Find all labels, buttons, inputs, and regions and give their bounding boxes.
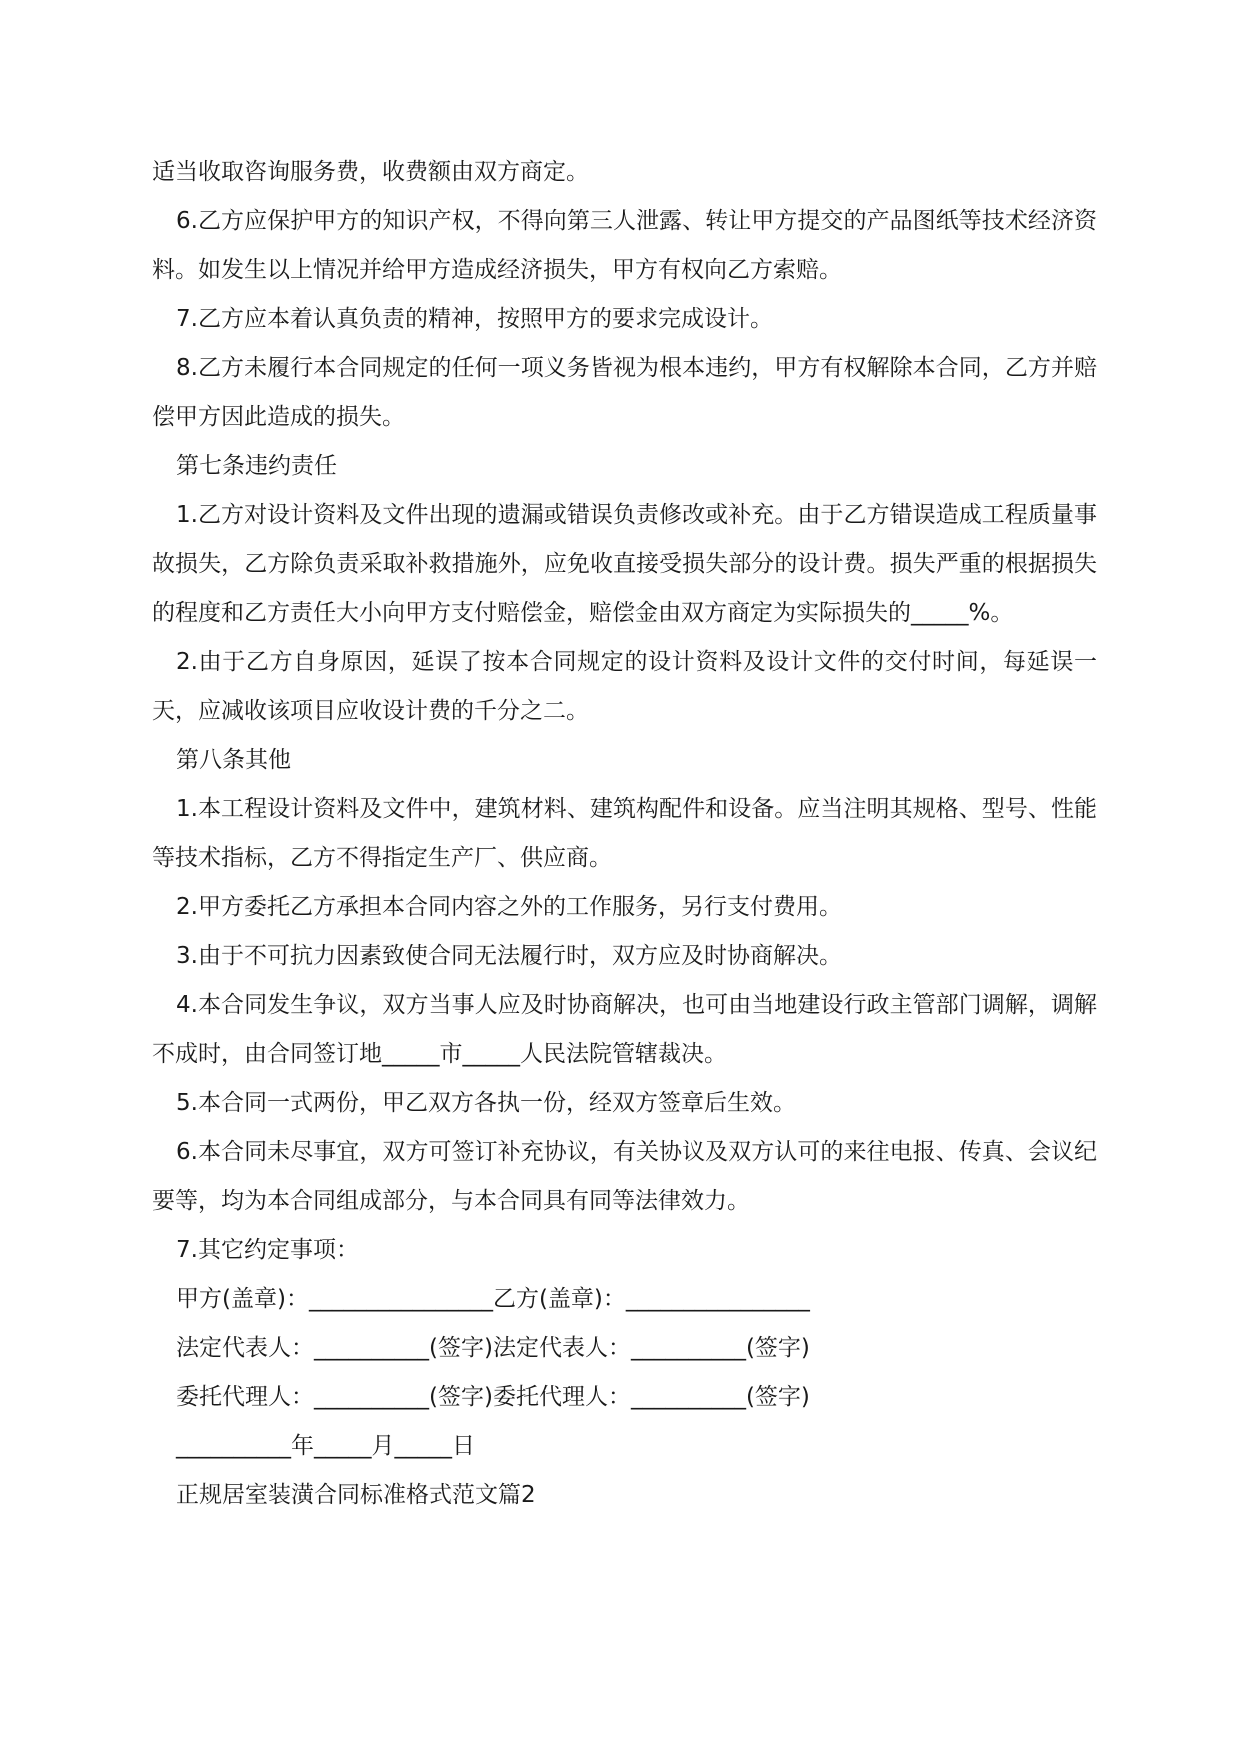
paragraph: 7.乙方应本着认真负责的精神，按照甲方的要求完成设计。 — [176, 306, 773, 332]
paragraph: 4.本合同发生争议，双方当事人应及时协商解决，也可由当地建设行政主管部门调解，调解不成时，由合同签订地_____市_____人民法院管辖裁决。 — [152, 992, 1097, 1067]
section-heading: 第八条其他 — [176, 747, 291, 773]
signature-line-seal: 甲方(盖章)：________________乙方(盖章)：________________ — [176, 1286, 810, 1312]
paragraph: 7.其它约定事项： — [176, 1237, 359, 1263]
paragraph: 3.由于不可抗力因素致使合同无法履行时，双方应及时协商解决。 — [176, 943, 842, 969]
paragraph: 6.本合同未尽事宜，双方可签订补充协议，有关协议及双方认可的来往电报、传真、会议纪要等，均为本合同组成部分，与本合同具有同等法律效力。 — [152, 1139, 1097, 1214]
section-heading: 第七条违约责任 — [176, 453, 337, 479]
next-document-title: 正规居室装潢合同标准格式范文篇2 — [176, 1482, 536, 1508]
paragraph: 2.由于乙方自身原因，延误了按本合同规定的设计资料及设计文件的交付时间，每延误一天，应减收该项目应收设计费的千分之二。 — [152, 649, 1097, 724]
paragraph: 2.甲方委托乙方承担本合同内容之外的工作服务，另行支付费用。 — [176, 894, 842, 920]
paragraph: 1.本工程设计资料及文件中，建筑材料、建筑构配件和设备。应当注明其规格、型号、性能等技术指标，乙方不得指定生产厂、供应商。 — [152, 796, 1097, 871]
paragraph: 5.本合同一式两份，甲乙双方各执一份，经双方签章后生效。 — [176, 1090, 796, 1116]
paragraph: 8.乙方未履行本合同规定的任何一项义务皆视为根本违约，甲方有权解除本合同，乙方并赔偿甲方因此造成的损失。 — [152, 355, 1097, 430]
paragraph: 6.乙方应保护甲方的知识产权，不得向第三人泄露、转让甲方提交的产品图纸等技术经济资料。如发生以上情况并给甲方造成经济损失，甲方有权向乙方索赔。 — [152, 208, 1097, 283]
document-body — [152, 148, 1097, 1520]
signature-line-agent: 委托代理人：__________(签字)委托代理人：__________(签字) — [176, 1384, 810, 1410]
paragraph: 1.乙方对设计资料及文件出现的遗漏或错误负责修改或补充。由于乙方错误造成工程质量事故损失，乙方除负责采取补救措施外，应免收直接受损失部分的设计费。损失严重的根据损失的程度和乙方责任大小向甲方支付赔偿金，赔偿金由双方商定为实际损失的_____%。 — [152, 502, 1097, 626]
signature-line-legal-rep: 法定代表人：__________(签字)法定代表人：__________(签字) — [176, 1335, 810, 1361]
paragraph: 适当收取咨询服务费，收费额由双方商定。 — [152, 159, 589, 185]
signature-date-line: __________年_____月_____日 — [176, 1433, 475, 1459]
